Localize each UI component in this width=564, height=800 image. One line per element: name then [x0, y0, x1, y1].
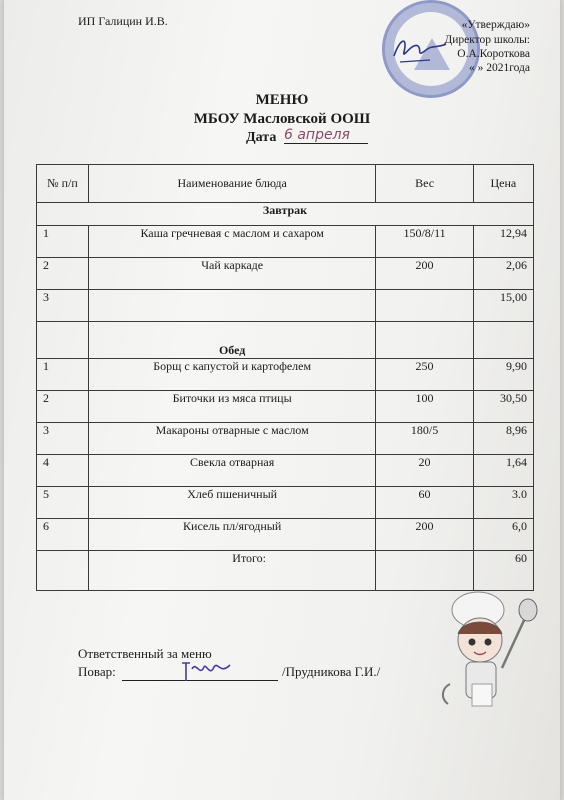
- table-header-row: [37, 165, 534, 203]
- cook-name: /Прудникова Г.И./: [282, 664, 381, 679]
- row-price: 8,96: [473, 423, 533, 455]
- table-row: [37, 258, 534, 290]
- empty-cell: [473, 322, 533, 359]
- row-number: 3: [37, 423, 89, 455]
- school-name: МБОУ Масловской ООШ: [193, 111, 371, 127]
- table-row: [37, 519, 534, 551]
- header-weight: Вес: [376, 165, 473, 203]
- total-value: 60: [473, 551, 533, 591]
- approval-line-4: « » 2021года: [468, 62, 530, 74]
- row-weight: 200: [376, 519, 473, 551]
- row-weight: 150/8/11: [376, 226, 473, 258]
- row-price: 3.0: [473, 487, 533, 519]
- row-dish: Чай каркаде: [88, 258, 375, 290]
- row-dish: Биточки из мяса птицы: [88, 391, 375, 423]
- empty-cell: [376, 551, 473, 591]
- row-dish: Макароны отварные с маслом: [88, 423, 375, 455]
- empty-cell: [37, 551, 89, 591]
- row-dish: Каша гречневая с маслом и сахаром: [88, 226, 375, 258]
- header-price: Цена: [473, 165, 533, 203]
- row-weight: 250: [376, 359, 473, 391]
- document-title: МЕНЮ: [255, 92, 309, 108]
- menu-table: [36, 164, 534, 591]
- table-row: [37, 391, 534, 423]
- empty-cell: [376, 322, 473, 359]
- table-row: [37, 226, 534, 258]
- section-title-breakfast: Завтрак: [37, 203, 534, 226]
- row-weight: 100: [376, 391, 473, 423]
- total-label: Итого:: [88, 551, 375, 591]
- row-dish: Борщ с капустой и картофелем: [88, 359, 375, 391]
- organization-name: ИП Галицин И.В.: [78, 14, 168, 28]
- director-signature: [390, 32, 450, 68]
- table-row: [37, 487, 534, 519]
- row-weight: [376, 290, 473, 322]
- row-dish: Хлеб пшеничный: [88, 487, 375, 519]
- row-number: 1: [37, 226, 89, 258]
- row-number: 1: [37, 359, 89, 391]
- cook-signature: [178, 655, 234, 685]
- table-row: [37, 359, 534, 391]
- row-number: 2: [37, 391, 89, 423]
- empty-cell: [37, 322, 89, 359]
- section-row-breakfast: [37, 203, 534, 226]
- row-price: 15,00: [473, 290, 533, 322]
- section-row-lunch: [37, 322, 534, 359]
- row-price: 1,64: [473, 455, 533, 487]
- row-weight: 200: [376, 258, 473, 290]
- row-dish: Кисель пл/ягодный: [88, 519, 375, 551]
- row-price: 2,06: [473, 258, 533, 290]
- row-weight: 20: [376, 455, 473, 487]
- approval-line-3: О.А.Короткова: [457, 48, 530, 60]
- date-label: Дата: [246, 130, 277, 145]
- row-number: 2: [37, 258, 89, 290]
- row-weight: 180/5: [376, 423, 473, 455]
- header-dish: Наименование блюда: [88, 165, 375, 203]
- row-number: 6: [37, 519, 89, 551]
- row-price: 6,0: [473, 519, 533, 551]
- table-row: [37, 290, 534, 322]
- approval-line-1: «Утверждаю»: [461, 19, 530, 31]
- row-weight: 60: [376, 487, 473, 519]
- row-price: 30,50: [473, 391, 533, 423]
- table-row: [37, 423, 534, 455]
- row-number: 3: [37, 290, 89, 322]
- table-row: [37, 455, 534, 487]
- row-number: 5: [37, 487, 89, 519]
- chef-mascot-image: [438, 588, 542, 718]
- header-number: № п/п: [37, 165, 89, 203]
- responsible-label: Ответственный за меню: [78, 646, 212, 661]
- cook-label: Повар:: [78, 664, 116, 679]
- row-dish: [88, 290, 375, 322]
- row-number: 4: [37, 455, 89, 487]
- total-row: [37, 551, 534, 591]
- row-price: 9,90: [473, 359, 533, 391]
- row-dish: Свекла отварная: [88, 455, 375, 487]
- row-price: 12,94: [473, 226, 533, 258]
- date-value: 6 апреля: [284, 127, 368, 144]
- approval-line-2: Директор школы:: [444, 34, 530, 46]
- section-title-lunch: Обед: [88, 322, 375, 359]
